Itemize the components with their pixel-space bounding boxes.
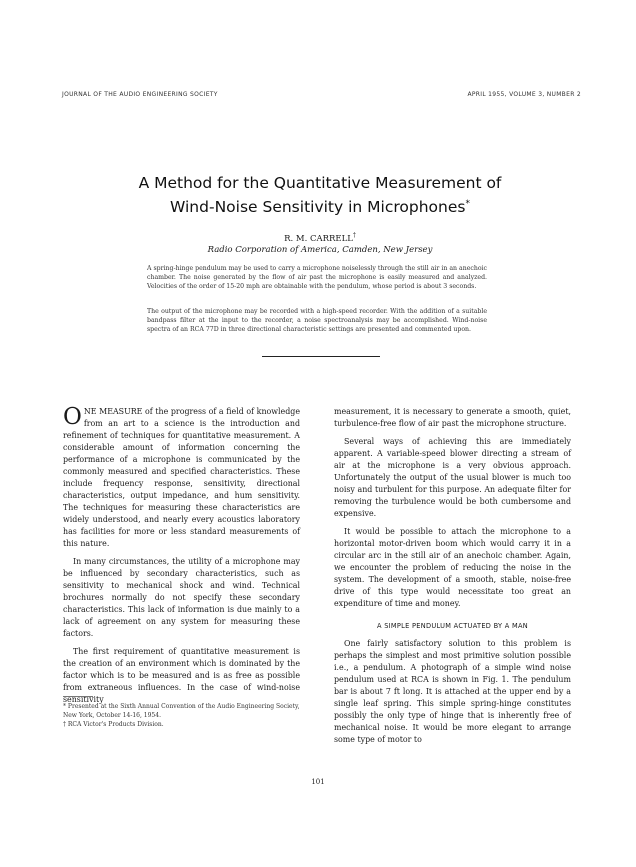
title-line-2 — [60, 194, 580, 218]
body-paragraph — [63, 406, 300, 550]
body-paragraph: In many circumstances, the utility of a microphone may be influenced by secondary characteristics, such as sensitivity to mechanical shock and wind. Technical brochures normally do not specify these secondary characteristics. This lack of information is due mainly to a lack of agreement on any system for measuring these factors. — [63, 557, 300, 638]
author-affiliation: Radio Corporation of America, Camden, New Jersey — [207, 245, 433, 255]
footnote-rule — [63, 696, 93, 697]
page-number: 101 — [311, 778, 325, 786]
section-heading: A SIMPLE PENDULUM ACTUATED BY A MAN — [376, 622, 528, 630]
body-column-right — [334, 406, 571, 752]
drop-cap: O — [63, 404, 82, 430]
footnote-affiliation: † RCA Victor's Products Division. — [63, 721, 164, 728]
title-line-1: A Method for the Quantitative Measurement of — [138, 174, 502, 192]
journal-running-head: JOURNAL OF THE AUDIO ENGINEERING SOCIETY — [62, 91, 218, 98]
body-paragraph: It would be possible to attach the microphone to a horizontal motor-driven boom which would carry it in a circular arc in the still air of an anechoic chamber. Again, we encounter the problem of reducing the noise in the system. The development of a smooth, stable, noise-free drive of this type would necessitate too great an expenditure of time and money. — [334, 527, 571, 608]
opening-small-caps: NE MEASURE — [83, 407, 143, 416]
title-footnote-mark: * — [465, 199, 470, 209]
body-paragraph: measurement, it is necessary to generate a smooth, quiet, turbulence-free flow of air past the microphone structure. — [334, 407, 571, 428]
title-line-2-text: Wind-Noise Sensitivity in Microphones — [170, 198, 466, 217]
opening-paragraph-text: of the progress of a field of knowledge from an art to a science is the introduction and refinement of techniques for quantitative measurement. A considerable amount of information concerning the performance of a microphone is communicated by the commonly measured and specified characteristics. These include frequency response, sensitivity, directional characteristics, output impedance, and hum sensitivity. The techniques for measuring these characteristics are widely understood, and nearly every acoustics laboratory has facilities for more or less standard measurements of this nature. — [63, 407, 300, 548]
issue-running-head: APRIL 1955, VOLUME 3, NUMBER 2 — [467, 91, 581, 98]
footnote-convention: * Presented at the Sixth Annual Convention of the Audio Engineering Society, New York, October 14-16, 1954. — [63, 703, 300, 719]
abstract-paragraph-2: The output of the microphone may be recorded with a high-speed recorder. With the addition of a suitable bandpass filter at the input to the recorder, a noise spectroanalysis may be accomplished. Wind-noise spectra of an RCA 77D in three directional characteristic settings are presented and commented upon. — [147, 308, 487, 333]
title-separator-rule — [262, 356, 380, 357]
body-paragraph: One fairly satisfactory solution to this problem is perhaps the simplest and most primitive solution possible i.e., a pendulum. A photograph of a simple wind noise pendulum used at RCA is shown in Fig. 1. The pendulum bar is about 7 ft long. It is attached at the upper end by a single leaf spring. This simple spring-hinge constitutes possibly the only type of hinge that is inherently free of mechanical noise. It would be more elegant to arrange some type of motor to — [334, 639, 571, 744]
body-paragraph: The first requirement of quantitative measurement is the creation of an environment which is dominated by the factor which is to be measured and is as free as possible from extraneous influences. In the case of wind-noise sensitivity — [63, 647, 300, 704]
abstract-paragraph-1: A spring-hinge pendulum may be used to carry a microphone noiselessly through the still air in an anechoic chamber. The noise generated by the flow of air past the microphone is easily measured and analyzed. Velocities of the order of 15-20 mph are obtainable with the pendulum, whose period is about 3 seconds. — [147, 265, 487, 290]
body-paragraph: Several ways of achieving this are immediately apparent. A variable-speed blower directing a stream of air at the microphone is a very obvious approach. Unfortunately the output of the usual blower is much too noisy and turbulent for this purpose. An adequate filter for removing the turbulence would be both cumbersome and expensive. — [334, 437, 571, 518]
author-footnote-mark: † — [352, 232, 356, 239]
article-title — [60, 173, 580, 218]
body-column-left — [63, 406, 300, 712]
author-name — [60, 232, 580, 244]
author-text: R. M. CARRELL — [284, 233, 353, 244]
